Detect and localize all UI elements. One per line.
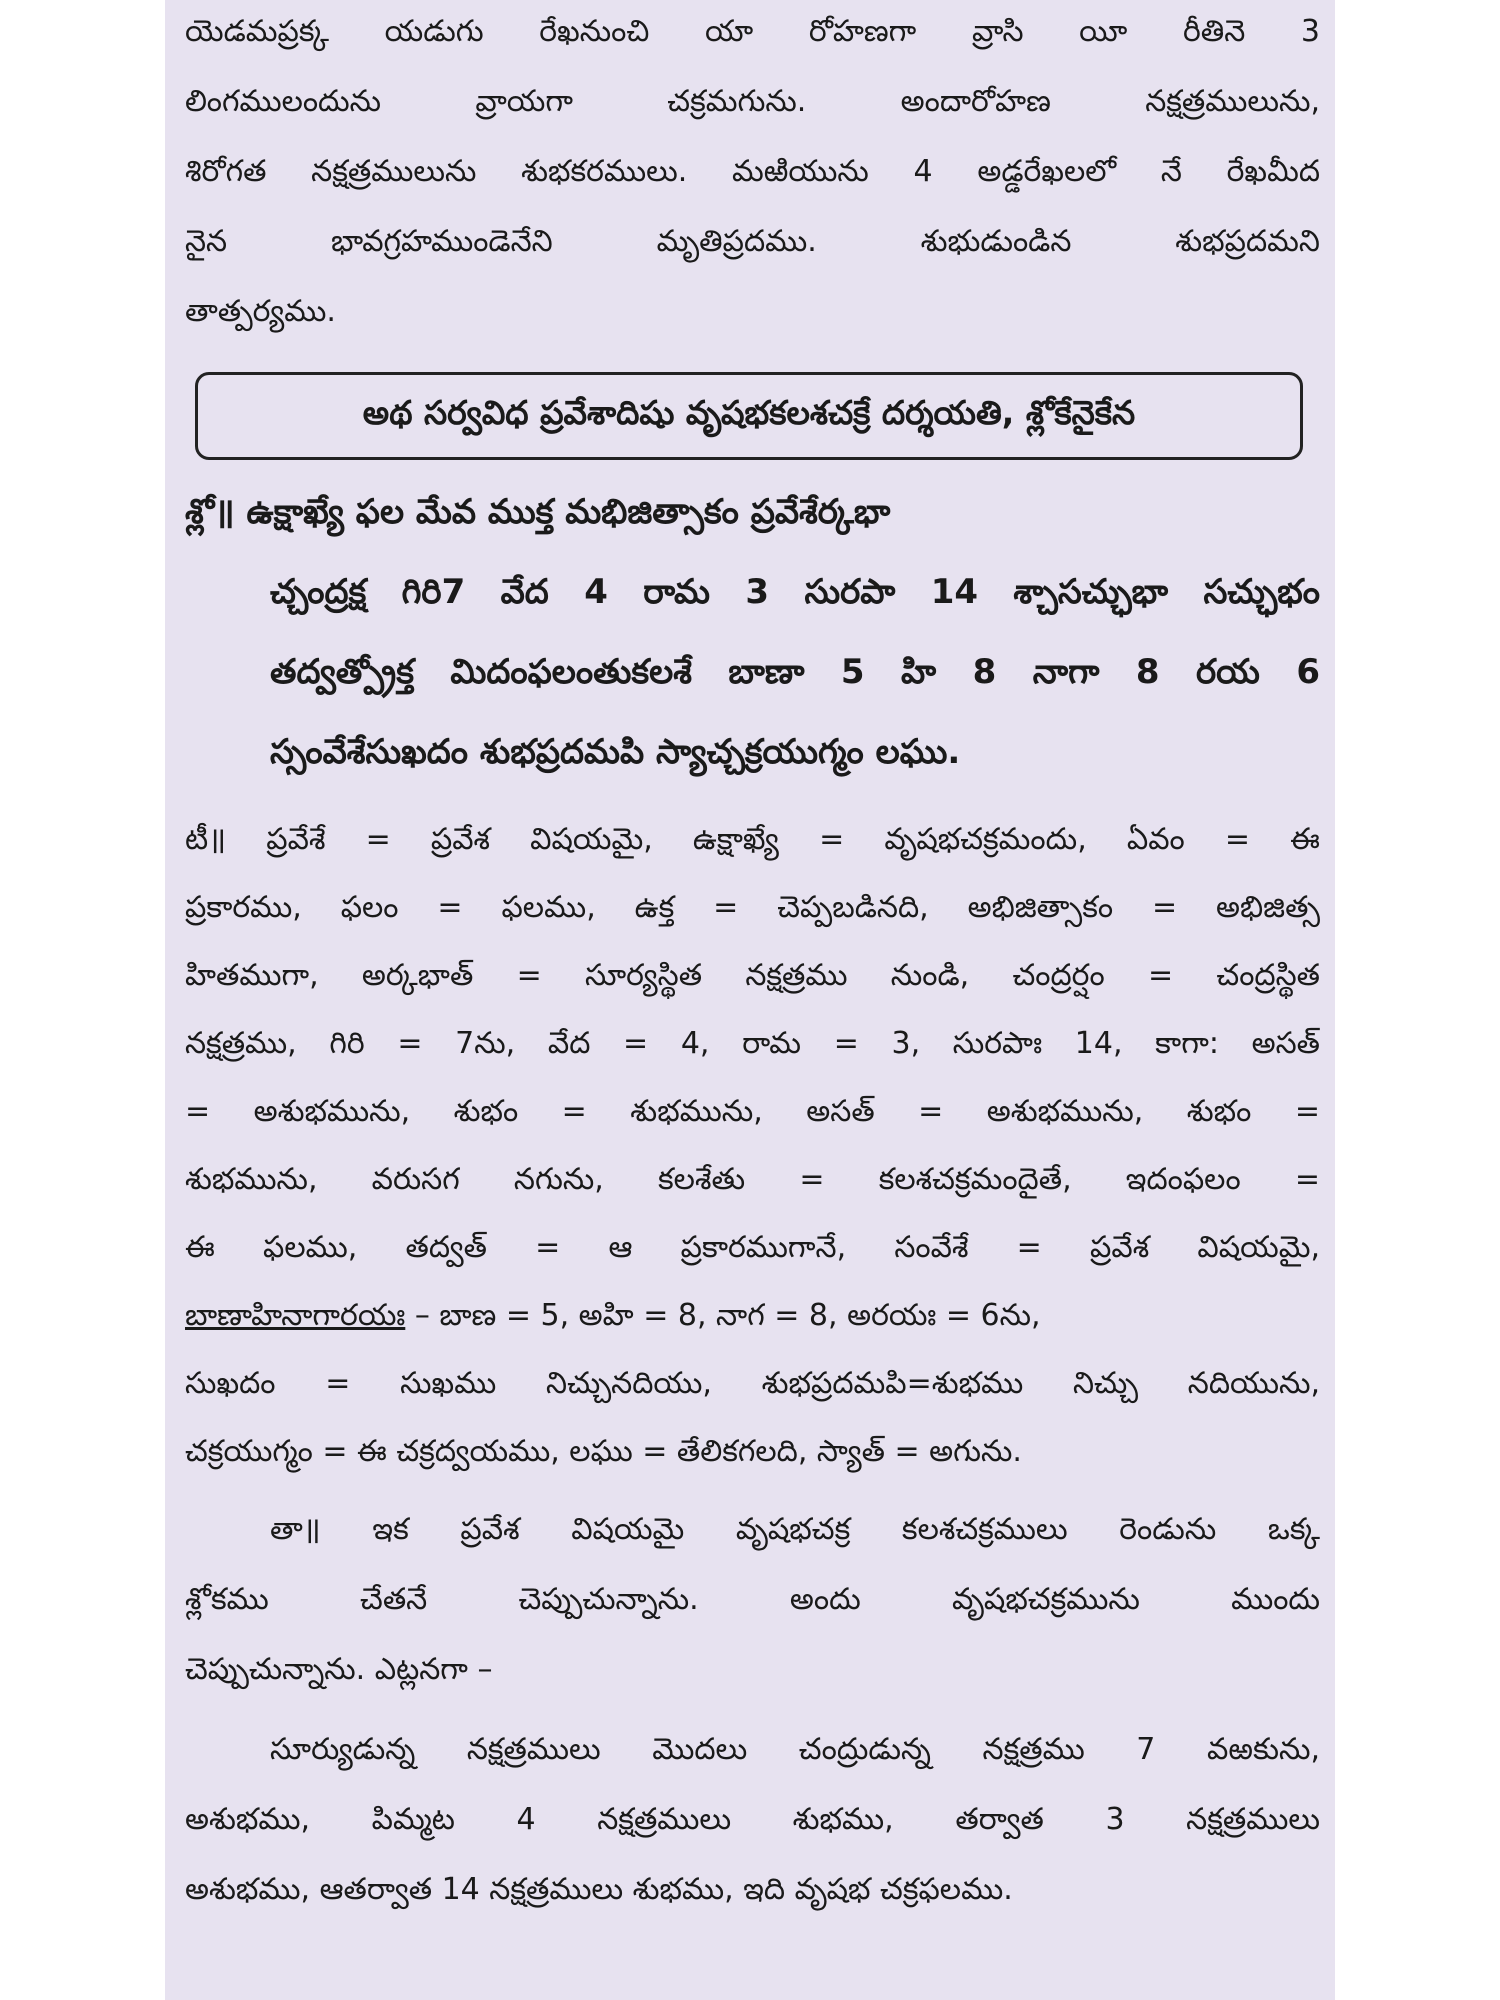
text-line: తా॥ ఇక ప్రవేశ విషయమై వృషభచక్ర కలశచక్రములు రెండును ఒక్క [270,1512,1320,1547]
text-line: చెప్పుచున్నాను. ఎట్లనగా – [185,1652,493,1687]
verse-line: శ్లో॥ ఉక్షాఖ్యే ఫల మేవ ముక్త మభిజిత్సాకం ప్రవేశేర్కభా [185,492,891,532]
text-line: యెడమప్రక్క యడుగు రేఖనుంచి యా రోహణగా వ్రాసి యీ రీతినె 3 [185,14,1320,49]
underlined-term: బాణాహినాగారయః [185,1298,406,1333]
text-line: సూర్యుడున్న నక్షత్రములు మొదలు చంద్రుడున్న నక్షత్రము 7 వఱకును, [270,1732,1320,1767]
text-line: చక్రయుగ్మం = ఈ చక్రద్వయము, లఘు = తేలికగలది, స్యాత్ = అగును. [185,1434,1022,1469]
text-line: నక్షత్రము, గిరి = 7ను, వేద = 4, రామ = 3, సురపాః 14, కాగా: అసత్ [185,1026,1320,1061]
text-line: తాత్పర్యము. [185,294,336,329]
text-line: శిరోగత నక్షత్రములును శుభకరములు. మఱియును 4 అడ్డరేఖలలో నే రేఖమీద [185,154,1320,189]
text-line: లింగములందును వ్రాయగా చక్రమగును. అందారోహణ నక్షత్రములును, [185,84,1320,119]
verse-line: తద్వత్ప్రోక్త మిదంఫలంతుకలశే బాణా 5 హి 8 నాగా 8 రయ 6 [270,652,1320,692]
text-line: = అశుభమును, శుభం = శుభమును, అసత్ = అశుభమును, శుభం = [185,1094,1320,1129]
text-line: శ్లోకము చేతనే చెప్పుచున్నాను. అందు వృషభచక్రమును ముందు [185,1582,1320,1617]
section-heading: అథ సర్వవిధ ప్రవేశాదిషు వృషభకలశచక్రే దర్శయతి, శ్లోకేనైకేన [362,392,1136,432]
verse-line: స్సంవేశేసుఖదం శుభప్రదమపి స్యాచ్చక్రయుగ్మం లఘు. [270,732,961,772]
text-line [185,1296,1320,1336]
text-line: నైన భావగ్రహముండెనేని మృతిప్రదము. శుభుడుండిన శుభప్రదమని [185,224,1320,259]
text-line: టీ॥ ప్రవేశే = ప్రవేశ విషయమై, ఉక్షాఖ్యే = వృషభచక్రమందు, ఏవం = ఈ [185,822,1320,857]
text-line: శుభమును, వరుసగ నగును, కలశేతు = కలశచక్రమందైతే, ఇదంఫలం = [185,1162,1320,1197]
text-line: అశుభము, ఆతర్వాత 14 నక్షత్రములు శుభము, ఇది వృషభ చక్రఫలము. [185,1872,1013,1907]
section-heading-box [195,372,1303,460]
text-line: సుఖదం = సుఖము నిచ్చునదియు, శుభప్రదమపి=శుభము నిచ్చు నదియును, [185,1366,1320,1401]
text-line: ఈ ఫలము, తద్వత్ = ఆ ప్రకారముగానే, సంవేశే = ప్రవేశ విషయమై, [185,1230,1320,1265]
text-line: హితముగా, అర్కభాత్ = సూర్యస్థిత నక్షత్రము నుండి, చంద్రర్షం = చంద్రస్థిత [185,958,1320,993]
text-line: ప్రకారము, ఫలం = ఫలము, ఉక్త = చెప్పబడినది, అభిజిత్సాకం = అభిజిత్స [185,890,1320,925]
text-line: అశుభము, పిమ్మట 4 నక్షత్రములు శుభము, తర్వాత 3 నక్షత్రములు [185,1802,1320,1837]
text-segment: – బాణ = 5, అహి = 8, నాగ = 8, అరయః = 6ను, [405,1298,1041,1333]
verse-line: చ్చంద్రక్ష గిరి7 వేద 4 రామ 3 సురపా 14 శ్చాసచ్ఛుభా సచ్ఛుభం [270,572,1320,612]
